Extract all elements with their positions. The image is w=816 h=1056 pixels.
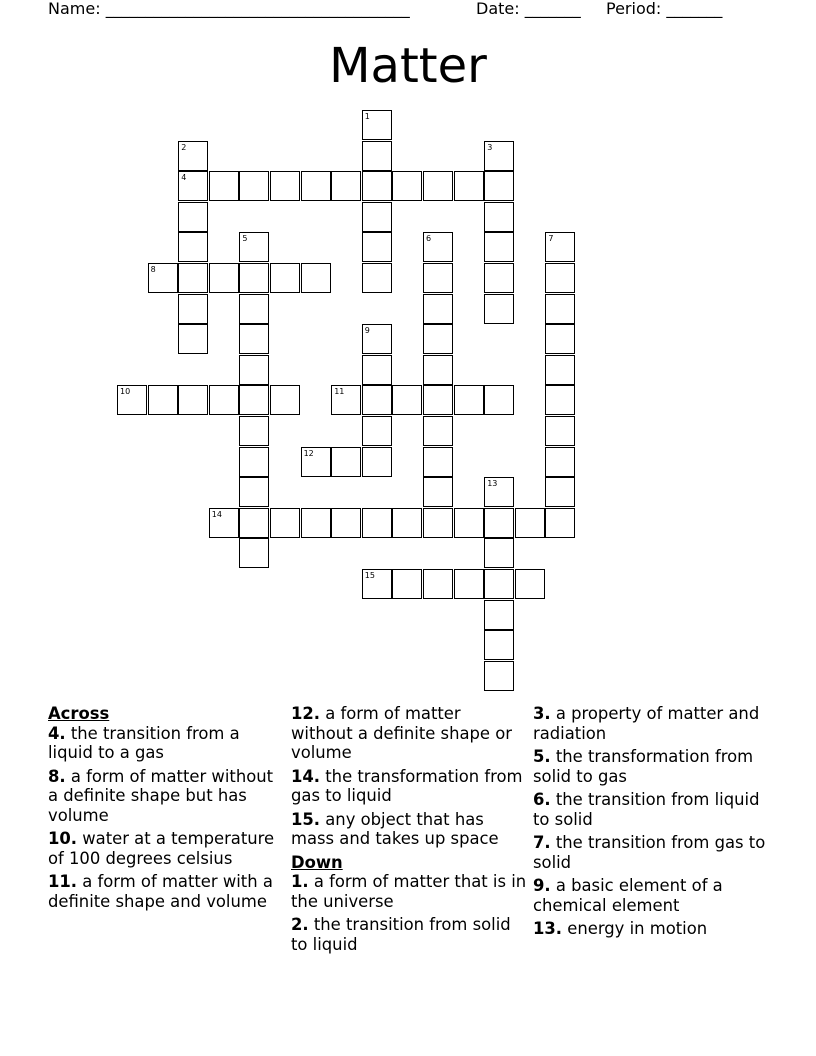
period-label: Period: bbox=[606, 0, 662, 18]
grid-cell[interactable] bbox=[423, 447, 453, 477]
clue-item bbox=[48, 872, 284, 911]
name-blank: ______________________________________ bbox=[105, 0, 410, 18]
grid-cell[interactable] bbox=[178, 294, 208, 324]
grid-cell[interactable] bbox=[484, 600, 514, 630]
grid-cell[interactable] bbox=[454, 508, 484, 538]
grid-cell[interactable] bbox=[209, 385, 239, 415]
grid-cell[interactable] bbox=[362, 569, 392, 599]
grid-cell[interactable] bbox=[362, 385, 392, 415]
grid-cell[interactable] bbox=[178, 263, 208, 293]
clue-number: 1. bbox=[291, 872, 309, 891]
grid-cell[interactable] bbox=[545, 477, 575, 507]
grid-cell[interactable] bbox=[484, 630, 514, 660]
clue-number: 11. bbox=[48, 872, 78, 891]
name-label: Name: bbox=[48, 0, 101, 18]
clue-text: a form of matter without a definite shape or volume bbox=[291, 704, 512, 762]
grid-cell[interactable] bbox=[178, 385, 208, 415]
clue-number: 7. bbox=[533, 833, 551, 852]
date-blank: _______ bbox=[524, 0, 581, 18]
grid-cell[interactable] bbox=[484, 661, 514, 691]
grid-cell[interactable] bbox=[484, 508, 514, 538]
grid-cell[interactable] bbox=[484, 385, 514, 415]
cell-number: 12 bbox=[303, 448, 314, 458]
grid-cell[interactable] bbox=[515, 508, 545, 538]
clue-column-3 bbox=[533, 704, 769, 943]
grid-cell[interactable] bbox=[484, 171, 514, 201]
clue-text: energy in motion bbox=[562, 919, 708, 938]
clue-number: 10. bbox=[48, 829, 78, 848]
clue-item bbox=[533, 919, 769, 939]
grid-cell[interactable] bbox=[423, 355, 453, 385]
cell-number: 9 bbox=[364, 326, 370, 336]
clue-text: water at a temperature of 100 degrees celsius bbox=[48, 829, 275, 868]
grid-cell[interactable] bbox=[239, 538, 269, 568]
cell-number: 15 bbox=[364, 571, 375, 580]
clue-text: the transition from solid to liquid bbox=[291, 915, 511, 954]
clue-text: a form of matter that is in the universe bbox=[291, 872, 527, 911]
grid-cell[interactable] bbox=[178, 171, 208, 201]
grid-cell[interactable] bbox=[301, 263, 331, 293]
cell-number: 11 bbox=[334, 387, 345, 397]
grid-cell[interactable] bbox=[454, 385, 484, 415]
clue-text: the transformation from solid to gas bbox=[533, 747, 754, 786]
grid-cell[interactable] bbox=[239, 324, 269, 354]
cell-number: 3 bbox=[487, 142, 493, 152]
grid-cell[interactable] bbox=[331, 447, 361, 477]
grid-cell[interactable] bbox=[423, 569, 453, 599]
clue-item bbox=[291, 704, 527, 763]
clue-number: 4. bbox=[48, 723, 66, 743]
grid-cell[interactable] bbox=[301, 171, 331, 201]
clue-item bbox=[533, 704, 769, 743]
clue-column-1 bbox=[48, 704, 284, 915]
grid-cell[interactable] bbox=[545, 355, 575, 385]
clue-text: the transition from liquid to solid bbox=[533, 790, 760, 829]
cell-number: 6 bbox=[426, 234, 432, 244]
grid-cell[interactable] bbox=[392, 171, 422, 201]
grid-cell[interactable] bbox=[454, 569, 484, 599]
clue-number: 5. bbox=[533, 747, 551, 766]
grid-cell[interactable] bbox=[484, 141, 514, 171]
grid-cell[interactable] bbox=[423, 232, 453, 262]
clue-text: any object that has mass and takes up space bbox=[291, 809, 499, 848]
grid-cell[interactable] bbox=[301, 447, 331, 477]
clue-heading: Down bbox=[291, 852, 343, 872]
grid-cell[interactable] bbox=[545, 232, 575, 262]
grid-cell[interactable] bbox=[362, 416, 392, 446]
clue-text: a basic element of a chemical element bbox=[533, 876, 723, 915]
clue-number: 13. bbox=[533, 919, 563, 938]
grid-cell[interactable] bbox=[362, 141, 392, 171]
grid-cell[interactable] bbox=[331, 508, 361, 538]
grid-cell[interactable] bbox=[270, 508, 300, 538]
grid-cell[interactable] bbox=[423, 416, 453, 446]
grid-cell[interactable] bbox=[362, 324, 392, 354]
grid-cell[interactable] bbox=[484, 232, 514, 262]
grid-cell[interactable] bbox=[545, 324, 575, 354]
grid-cell[interactable] bbox=[239, 171, 269, 201]
cell-number: 10 bbox=[120, 387, 131, 397]
grid-cell[interactable] bbox=[423, 263, 453, 293]
grid-cell[interactable] bbox=[362, 508, 392, 538]
clue-number: 6. bbox=[533, 790, 551, 809]
grid-cell[interactable] bbox=[239, 416, 269, 446]
clue-item bbox=[291, 767, 527, 806]
grid-cell[interactable] bbox=[484, 294, 514, 324]
grid-cell[interactable] bbox=[454, 171, 484, 201]
clue-number: 8. bbox=[48, 766, 66, 786]
grid-cell[interactable] bbox=[545, 508, 575, 538]
grid-cell[interactable] bbox=[239, 294, 269, 324]
grid-cell[interactable] bbox=[484, 263, 514, 293]
period-blank: _______ bbox=[666, 0, 723, 18]
cell-number: 4 bbox=[181, 173, 187, 183]
grid-cell[interactable] bbox=[423, 477, 453, 507]
grid-cell[interactable] bbox=[148, 263, 178, 293]
grid-cell[interactable] bbox=[545, 416, 575, 446]
clue-text: a form of matter with a definite shape and volume bbox=[48, 872, 273, 911]
grid-cell[interactable] bbox=[239, 263, 269, 293]
cell-number: 5 bbox=[242, 234, 248, 244]
grid-cell[interactable] bbox=[515, 569, 545, 599]
grid-cell[interactable] bbox=[239, 477, 269, 507]
grid-cell[interactable] bbox=[270, 263, 300, 293]
grid-cell[interactable] bbox=[362, 110, 392, 140]
clue-number: 14. bbox=[291, 766, 321, 786]
grid-cell[interactable] bbox=[209, 508, 239, 538]
grid-cell[interactable] bbox=[545, 447, 575, 477]
clue-item bbox=[533, 747, 769, 786]
clue-text: the transition from gas to solid bbox=[533, 833, 766, 872]
grid-cell[interactable] bbox=[301, 508, 331, 538]
clue-item bbox=[291, 810, 527, 849]
clue-number: 15. bbox=[291, 809, 321, 829]
grid-cell[interactable] bbox=[270, 385, 300, 415]
clue-number: 2. bbox=[291, 915, 309, 934]
grid-cell[interactable] bbox=[178, 232, 208, 262]
grid-cell[interactable] bbox=[484, 569, 514, 599]
grid-cell[interactable] bbox=[423, 171, 453, 201]
grid-cell[interactable] bbox=[423, 324, 453, 354]
grid-cell[interactable] bbox=[423, 294, 453, 324]
grid-cell[interactable] bbox=[545, 294, 575, 324]
grid-cell[interactable] bbox=[331, 385, 361, 415]
clue-text: the transformation from gas to liquid bbox=[291, 766, 523, 805]
clue-item bbox=[533, 876, 769, 915]
grid-cell[interactable] bbox=[362, 232, 392, 262]
clue-item bbox=[48, 829, 284, 868]
grid-cell[interactable] bbox=[331, 171, 361, 201]
grid-cell[interactable] bbox=[239, 355, 269, 385]
clue-number: 3. bbox=[533, 704, 551, 723]
grid-cell[interactable] bbox=[270, 171, 300, 201]
grid-cell[interactable] bbox=[362, 447, 392, 477]
grid-cell[interactable] bbox=[178, 202, 208, 232]
cell-number: 8 bbox=[150, 265, 156, 274]
page-title: Matter bbox=[329, 38, 487, 94]
grid-cell[interactable] bbox=[178, 141, 208, 171]
clue-item bbox=[533, 833, 769, 872]
clue-item bbox=[291, 872, 527, 911]
grid-cell[interactable] bbox=[423, 508, 453, 538]
clue-item bbox=[291, 915, 527, 954]
clue-text: the transition from a liquid to a gas bbox=[48, 723, 240, 762]
cell-number: 7 bbox=[548, 234, 554, 244]
grid-cell[interactable] bbox=[209, 263, 239, 293]
grid-cell[interactable] bbox=[239, 508, 269, 538]
clue-column-2 bbox=[291, 704, 527, 958]
grid-cell[interactable] bbox=[117, 385, 147, 415]
grid-cell[interactable] bbox=[362, 171, 392, 201]
grid-cell[interactable] bbox=[484, 538, 514, 568]
clue-text: a form of matter without a definite shape but has volume bbox=[48, 766, 274, 825]
grid-cell[interactable] bbox=[484, 202, 514, 232]
cell-number: 13 bbox=[487, 479, 498, 489]
grid-cell[interactable] bbox=[484, 477, 514, 507]
grid-cell[interactable] bbox=[362, 202, 392, 232]
date-label: Date: bbox=[476, 0, 520, 18]
grid-cell[interactable] bbox=[392, 569, 422, 599]
clue-item bbox=[48, 724, 284, 763]
clue-text: a property of matter and radiation bbox=[533, 704, 760, 743]
grid-cell[interactable] bbox=[545, 385, 575, 415]
grid-cell[interactable] bbox=[209, 171, 239, 201]
grid-cell[interactable] bbox=[423, 385, 453, 415]
grid-cell[interactable] bbox=[392, 385, 422, 415]
cell-number: 14 bbox=[211, 509, 222, 519]
grid-cell[interactable] bbox=[362, 263, 392, 293]
grid-cell[interactable] bbox=[178, 324, 208, 354]
cell-number: 1 bbox=[364, 112, 370, 121]
grid-cell[interactable] bbox=[392, 508, 422, 538]
clue-heading: Across bbox=[48, 704, 110, 723]
grid-cell[interactable] bbox=[148, 385, 178, 415]
clue-number: 12. bbox=[291, 704, 321, 723]
grid-cell[interactable] bbox=[239, 447, 269, 477]
grid-cell[interactable] bbox=[239, 232, 269, 262]
grid-cell[interactable] bbox=[545, 263, 575, 293]
clue-item bbox=[533, 790, 769, 829]
grid-cell[interactable] bbox=[239, 385, 269, 415]
cell-number: 2 bbox=[181, 142, 187, 152]
clue-number: 9. bbox=[533, 876, 551, 895]
clue-item bbox=[48, 767, 284, 826]
grid-cell[interactable] bbox=[362, 355, 392, 385]
